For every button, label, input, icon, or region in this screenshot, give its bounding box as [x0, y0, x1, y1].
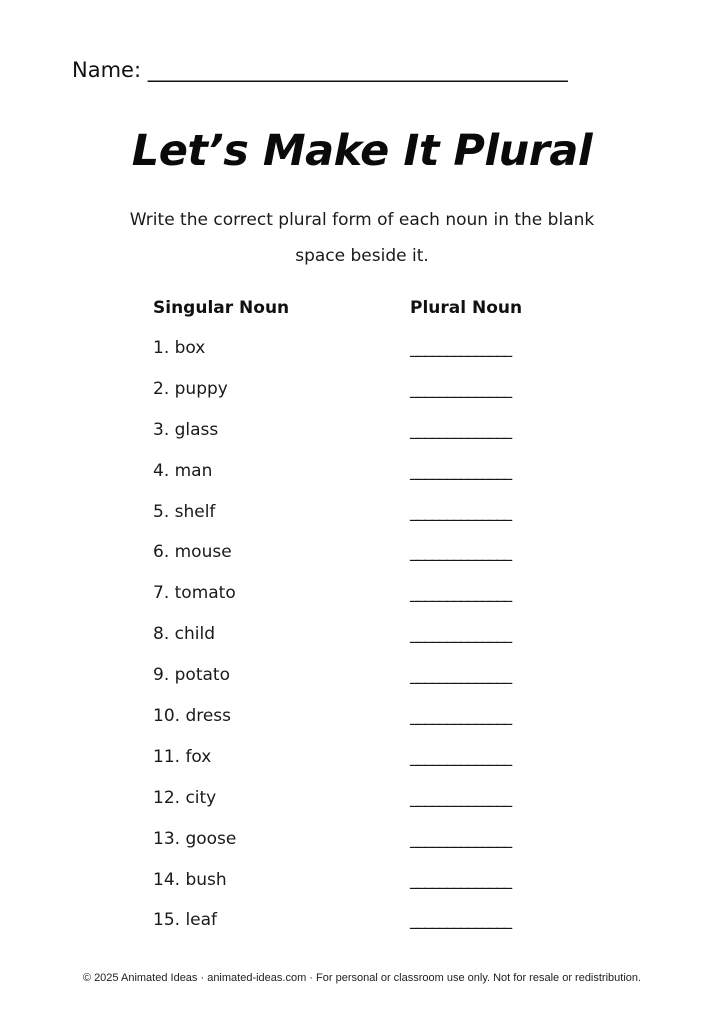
- singular-noun: 8. child: [153, 624, 215, 645]
- list-item: [0, 420, 724, 461]
- singular-noun: 10. dress: [153, 706, 232, 727]
- list-item: [0, 788, 724, 829]
- plural-answer-blank: ______________: [410, 460, 511, 481]
- singular-noun: 2. puppy: [153, 378, 228, 399]
- plural-answer-blank: ______________: [410, 583, 511, 604]
- singular-noun: 11. fox: [153, 746, 212, 767]
- plural-noun-header: Plural Noun: [410, 298, 523, 318]
- singular-noun: 15. leaf: [153, 910, 218, 931]
- plural-answer-blank: ______________: [410, 624, 511, 645]
- list-item: [0, 461, 724, 502]
- plural-answer-blank: ______________: [410, 542, 511, 563]
- singular-noun: 6. mouse: [153, 542, 232, 563]
- plural-answer-blank: ______________: [410, 706, 511, 727]
- worksheet-title: Let’s Make It Plural: [131, 126, 593, 176]
- singular-noun: 7. tomato: [153, 583, 236, 604]
- singular-noun: 9. potato: [153, 665, 230, 686]
- list-item: [0, 583, 724, 624]
- singular-noun: 1. box: [153, 338, 206, 358]
- list-item: [0, 542, 724, 583]
- list-item: [0, 665, 724, 706]
- name-field: [72, 58, 568, 82]
- list-item: [0, 747, 724, 788]
- list-item: [0, 502, 724, 543]
- singular-noun: 14. bush: [153, 869, 227, 890]
- singular-noun: 13. goose: [153, 828, 237, 849]
- footer-copyright: © 2025 Animated Ideas · animated-ideas.com · For personal or classroom use only. Not for resale or redistribution.: [82, 972, 642, 984]
- singular-noun: 5. shelf: [153, 501, 216, 522]
- plural-answer-blank: ______________: [410, 338, 511, 358]
- plural-answer-blank: ______________: [410, 378, 511, 399]
- list-item: [0, 338, 724, 379]
- plural-answer-blank: ______________: [410, 828, 511, 849]
- list-item: [0, 870, 724, 911]
- list-item: [0, 910, 724, 951]
- list-item: [0, 624, 724, 665]
- singular-noun-header: Singular Noun: [153, 298, 290, 318]
- plural-answer-blank: ______________: [410, 501, 511, 522]
- name-blank: ________________________________________: [147, 58, 568, 82]
- singular-noun: 3. glass: [153, 419, 219, 440]
- list-item: [0, 706, 724, 747]
- list-item: [0, 829, 724, 870]
- instructions: Write the correct plural form of each noun in the blank space beside it.: [129, 210, 595, 266]
- plural-answer-blank: ______________: [410, 419, 511, 440]
- singular-noun: 12. city: [153, 787, 217, 808]
- plural-answer-blank: ______________: [410, 787, 511, 808]
- name-label: Name:: [72, 58, 142, 82]
- list-item: [0, 379, 724, 420]
- singular-noun: 4. man: [153, 460, 213, 481]
- plural-answer-blank: ______________: [410, 746, 511, 767]
- plural-answer-blank: ______________: [410, 910, 511, 931]
- noun-list: [0, 338, 724, 951]
- plural-answer-blank: ______________: [410, 869, 511, 890]
- plural-answer-blank: ______________: [410, 665, 511, 686]
